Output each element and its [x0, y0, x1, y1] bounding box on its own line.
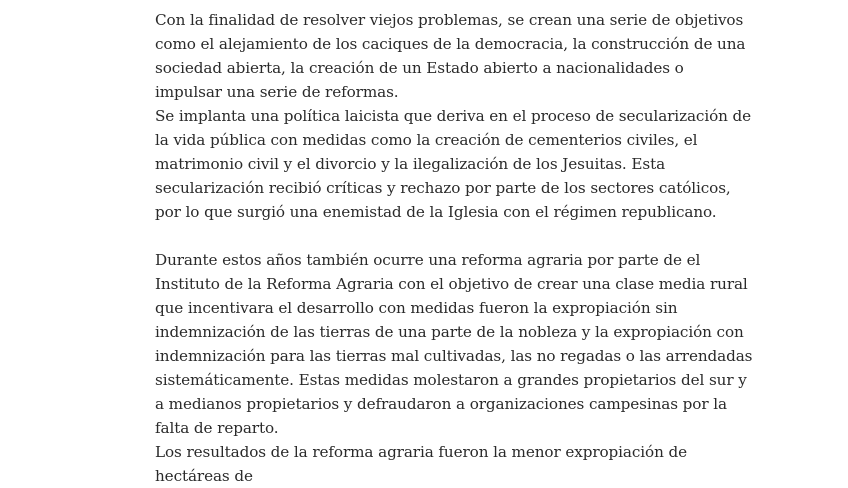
paragraph-agrarian-results: Los resultados de la reforma agraria fueron la menor expropiación de hectáreas de	[155, 443, 687, 485]
article-body	[155, 8, 755, 488]
paragraph-agrarian-reform: Durante estos años también ocurre una reforma agraria por parte de el Instituto de la Reforma Agraria con el objetivo de crear una clase media rural que incentivara el desarrollo con medidas fueron la expropiación sin indemnización de las tierras de una parte de la nobleza y la expropiación con indemnización para las tierras mal cultivadas, las no regadas o las arrendadas sistemáticamente. Estas medidas molestaron a grandes propietarios del sur y a medianos propietarios y defraudaron a organizaciones campesinas por la falta de reparto.	[155, 251, 753, 437]
paragraph-secularization: Se implanta una política laicista que deriva en el proceso de secularización de la vida pública con medidas como la creación de cementerios civiles, el matrimonio civil y el divorcio y la ilegalización de los Jesuitas. Esta secularización recibió críticas y rechazo por parte de los sectores católicos, por lo que surgió una enemistad de la Iglesia con el régimen republicano.	[155, 107, 752, 221]
paragraph-objectives: Con la finalidad de resolver viejos problemas, se crean una serie de objetivos como el alejamiento de los caciques de la democracia, la construcción de una sociedad abierta, la creación de un Estado abierto a nacionalidades o impulsar una serie de reformas.	[155, 11, 746, 101]
